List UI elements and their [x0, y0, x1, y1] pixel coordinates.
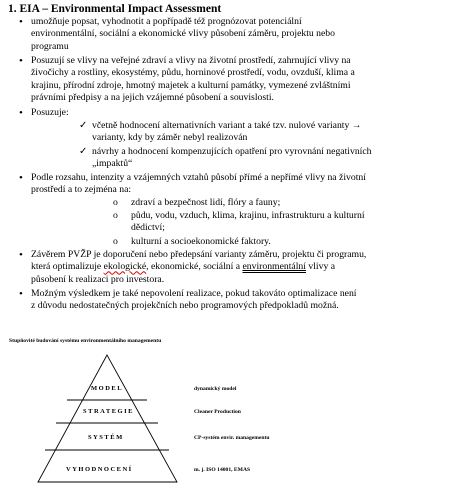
check-line: varianty, kdy by záměr nebyl realizován — [92, 132, 248, 144]
bullet-line: z důvodu nedostatečných projekčních nebo programových předpokladů možná. — [31, 300, 339, 312]
bullet-line: • Podle rozsahu, intenzity a vzájemných vztahů působí přímé a nepřímé vlivy na životní — [31, 172, 366, 183]
sub-line: o zdraví a bezpečnost lidí, flóry a fauny; — [131, 197, 281, 208]
bullet-line: krajinu, přírodní zdroje, hmotný majetek a kulturní památky, vymezené zvláštními — [31, 79, 351, 91]
pyramid-level-label: VYHODNOCENÍ — [66, 466, 133, 473]
text-span: vlivy a — [305, 261, 336, 273]
pyramid-level-label: MODEL — [91, 385, 124, 392]
bullet-line: • umožňuje popsat, vyhodnotit a popřípadě též prognózovat potenciální — [31, 16, 302, 27]
sub-line: o půdu, vodu, vzduch, klima, krajinu, infrastrukturu a kulturní — [131, 210, 365, 221]
sub-line: dědictví; — [131, 222, 165, 234]
check-line: „impaktů“ — [92, 158, 133, 170]
pyramid-level-desc: m. j. ISO 14001, EMAS — [194, 467, 251, 473]
diagram-title: Stupňovité budování systému environmentálního managementu — [9, 338, 162, 344]
pyramid-level-desc: CP-systém envir. managementu — [194, 435, 270, 441]
bullet-line: prostředí a to zejména na: — [31, 184, 132, 196]
section-heading: 1. EIA – Environmental Impact Assessment — [8, 3, 222, 15]
text-span: která optimalizuje — [31, 261, 104, 273]
bullet-line: působení k realizaci pro investora. — [31, 273, 165, 285]
bullet-line: živočichy a rostliny, ekosystémy, půdu, horninové prostředí, vodu, ovzduší, klima a — [31, 67, 355, 79]
check-line: ✓ včetně hodnocení alternativních variant a také tzv. nulové varianty → — [92, 120, 362, 131]
check-line: ✓ návrhy a hodnocení kompenzujících opatření pro vyrovnání negativních — [92, 146, 372, 157]
sub-line: o kulturní a socioekonomické faktory. — [131, 236, 271, 247]
pyramid-level-label: SYSTÉM — [88, 434, 124, 441]
bullet-line: • Závěrem PVŽP je doporučení nebo předepsání varianty záměru, projektu či programu, — [31, 249, 367, 260]
bullet-line: environmentální, sociální a ekonomické vlivy působení záměru, projektu nebo — [31, 28, 335, 40]
bullet-line: • Posuzují se vlivy na veřejné zdraví a vlivy na životní prostředí, zahrnující vlivy na — [31, 55, 351, 66]
bullet-line: • Možným výsledkem je také nepovolení realizace, pokud takováto optimalizace není — [31, 288, 357, 299]
marked-word: ekologické — [103, 261, 147, 273]
bullet-line: programu — [31, 40, 69, 52]
pyramid-level-desc: Cleaner Production — [194, 409, 241, 415]
pyramid-outline — [38, 355, 177, 482]
pyramid-level-desc: dynamický model — [194, 386, 237, 392]
text-span: , ekonomické, sociální a — [146, 261, 243, 273]
underlined-word: environmentální — [242, 261, 306, 273]
bullet-line: • Posuzuje: — [31, 107, 69, 118]
bullet-line: právními předpisy a na jejich vzájemné působení a souvislosti. — [31, 92, 274, 104]
pyramid-level-label: STRATEGIE — [83, 408, 134, 415]
